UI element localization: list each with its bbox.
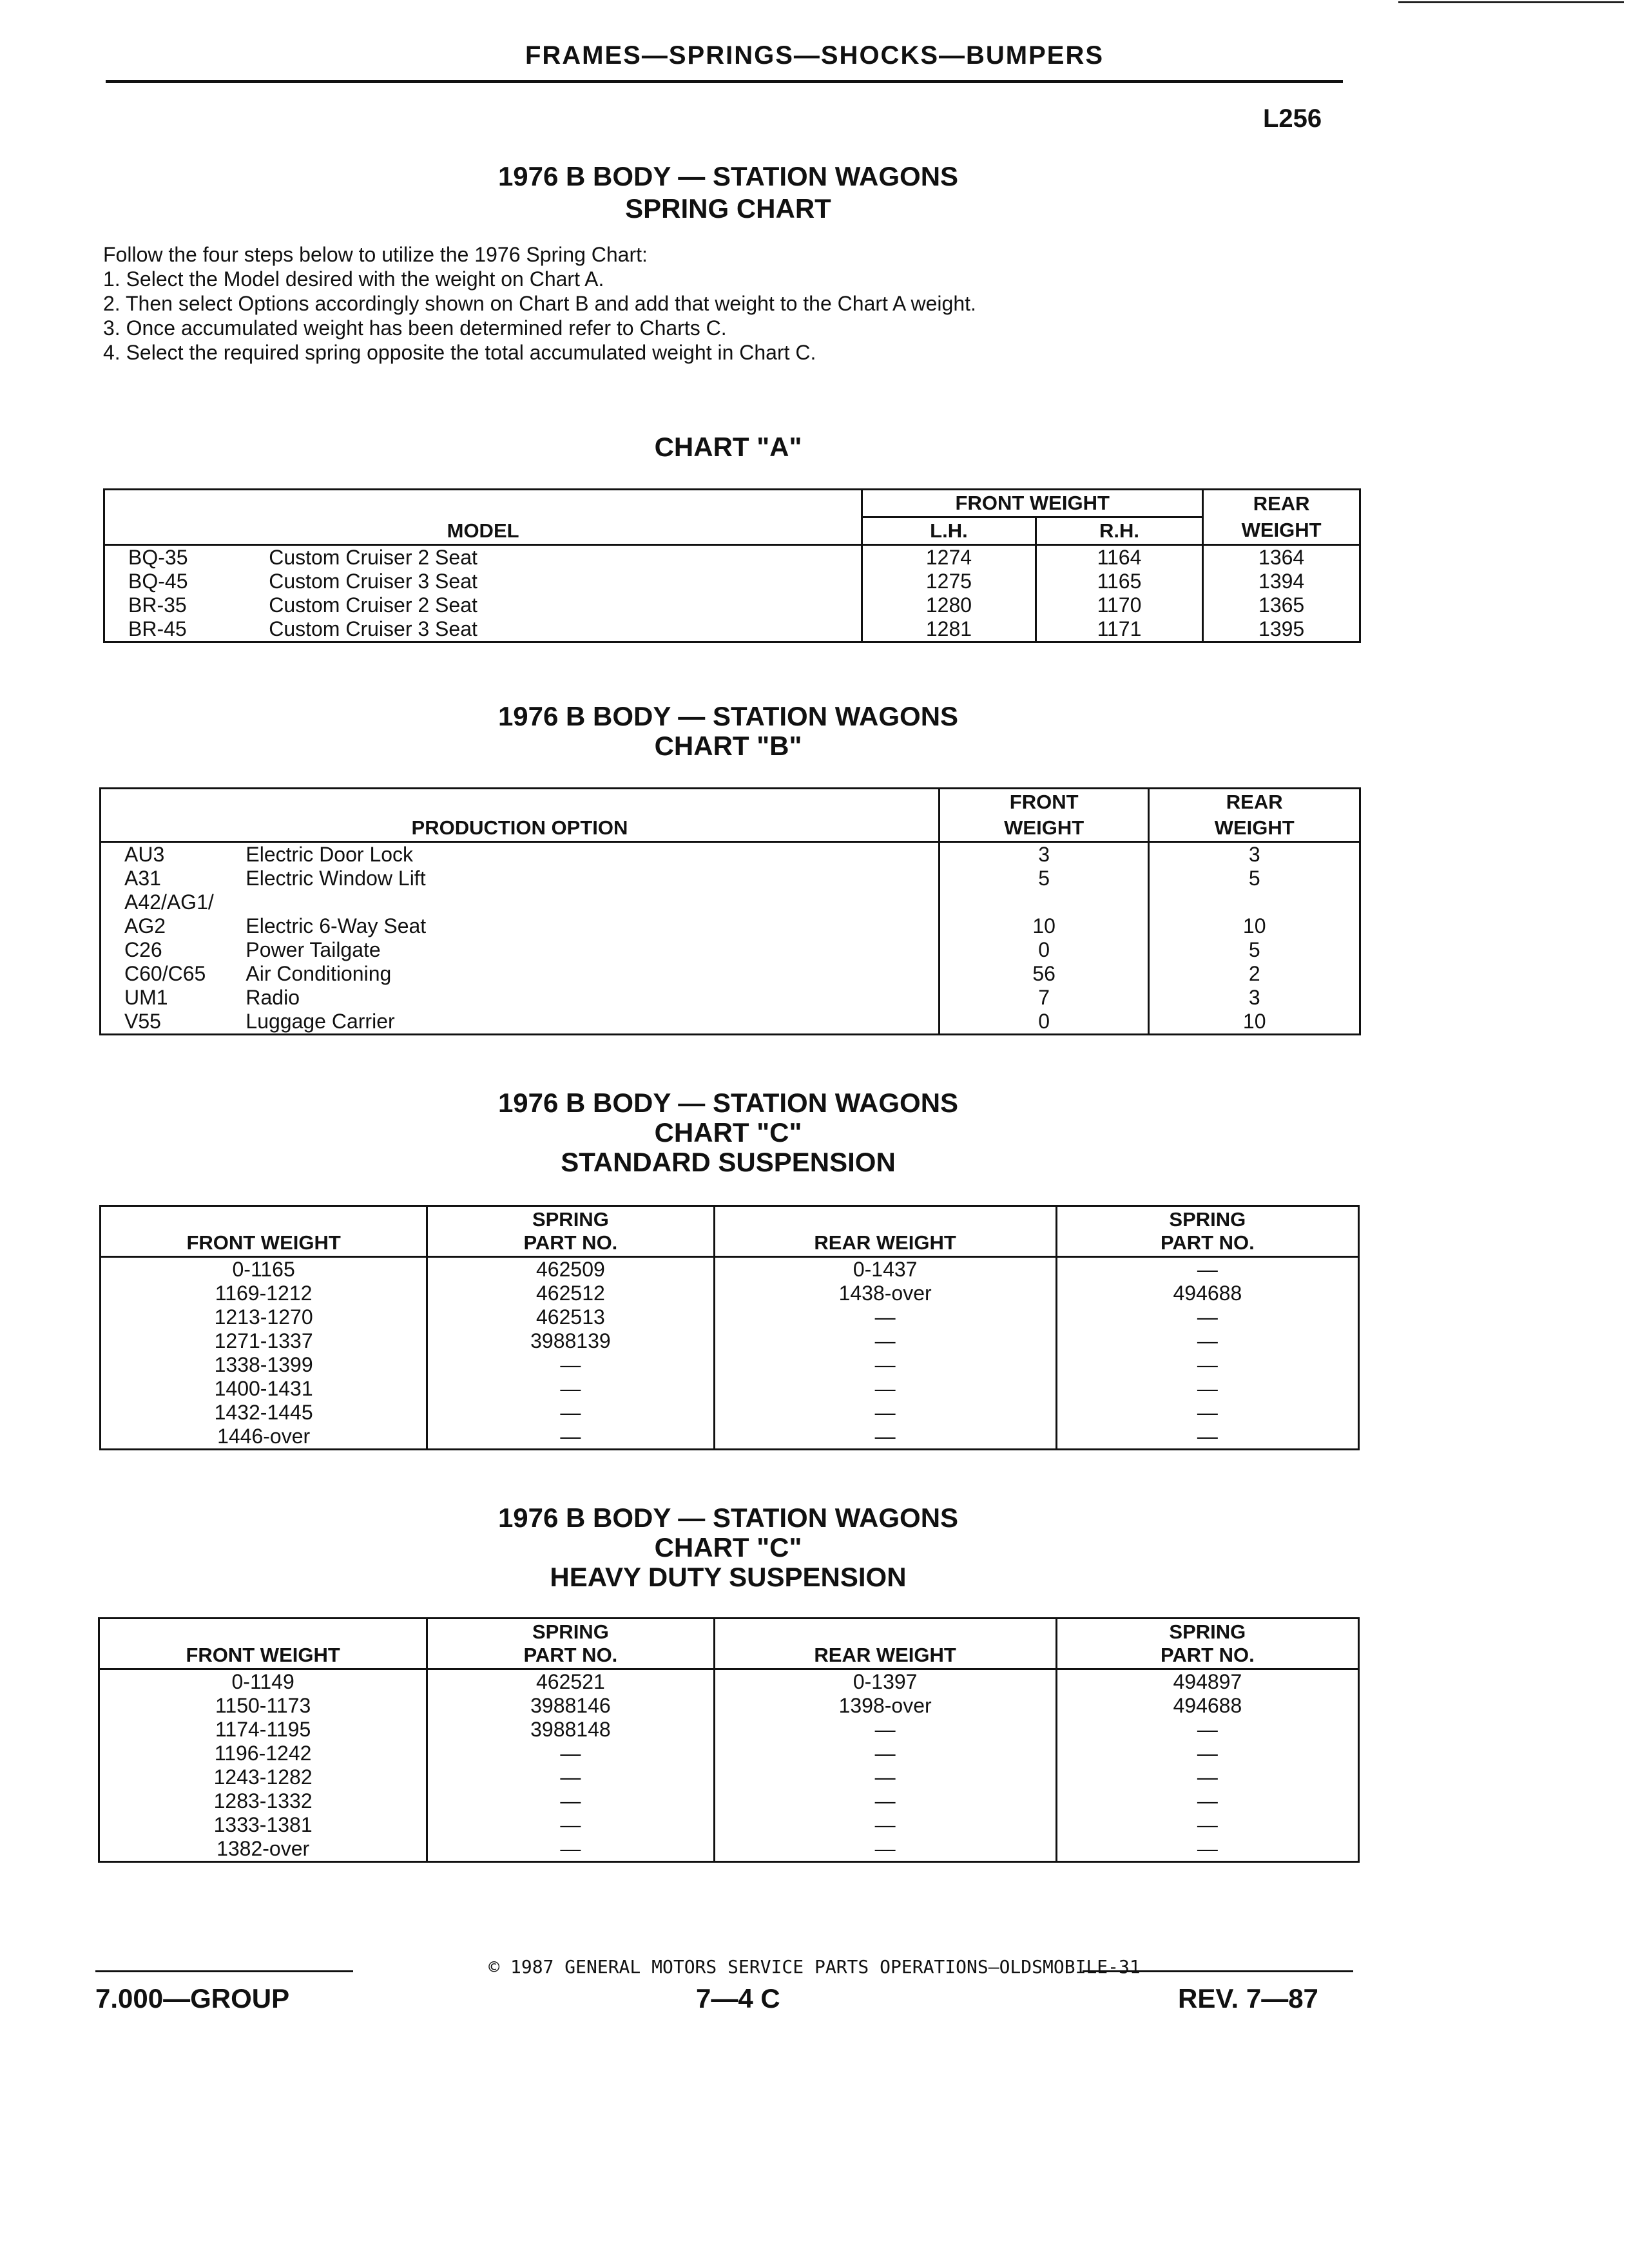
chart-b-option-header: PRODUCTION OPTION <box>411 816 628 839</box>
chart-b-front-header: FRONT <box>939 789 1149 816</box>
table-row: 1446-over — — — <box>101 1425 1359 1450</box>
chart-b-rear-header: REAR <box>1149 789 1360 816</box>
table-row: C26 Power Tailgate 0 5 <box>101 938 1360 962</box>
table-row: 1243-1282 — — — <box>99 1765 1359 1789</box>
table-row: V55 Luggage Carrier 0 10 <box>101 1010 1360 1035</box>
chart-c-std-table <box>99 1205 1360 1450</box>
table-row: 1432-1445 — — — <box>101 1401 1359 1425</box>
chart-c-hd-rear-spring-part-header: SPRING PART NO. <box>1056 1619 1358 1669</box>
table-row: AG2 Electric 6-Way Seat 10 10 <box>101 914 1360 938</box>
corner-rule <box>1398 1 1624 3</box>
chart-a-model-header: MODEL <box>447 519 519 542</box>
chart-c-hd-front-weight-header: FRONT WEIGHT <box>186 1644 340 1666</box>
chart-c-std-title-line2: CHART "C" <box>654 1117 802 1148</box>
table-row: BR-35 Custom Cruiser 2 Seat 1280 1170 1365 <box>104 593 1360 617</box>
instruction-line: 4. Select the required spring opposite the total accumulated weight in Chart C. <box>103 341 816 364</box>
chart-a-front-weight-header: FRONT WEIGHT <box>862 490 1203 517</box>
footer-copyright: © 1987 GENERAL MOTORS SERVICE PARTS OPERATIONS—OLDSMOBILE-31 <box>488 1956 1141 1977</box>
table-row: 1150-1173 3988146 1398-over 494688 <box>99 1694 1359 1718</box>
table-row: 1333-1381 — — — <box>99 1813 1359 1837</box>
chart-a-rear-header: REAR <box>1203 490 1360 517</box>
table-row: 1271-1337 3988139 — — <box>101 1329 1359 1353</box>
chart-a-lh-header: L.H. <box>862 517 1036 545</box>
section-header: FRAMES—SPRINGS—SHOCKS—BUMPERS <box>525 41 1104 70</box>
chart-c-hd-title-line3: HEAVY DUTY SUSPENSION <box>550 1562 907 1592</box>
chart-a-rear-weight-header: WEIGHT <box>1203 517 1360 545</box>
chart-b-table <box>99 787 1361 1035</box>
chart-c-std-rear-weight-header: REAR WEIGHT <box>714 1206 1056 1257</box>
chart-c-hd-title-line2: CHART "C" <box>654 1532 802 1562</box>
table-row: 1169-1212 462512 1438-over 494688 <box>101 1282 1359 1305</box>
footer-group: 7.000—GROUP <box>95 1983 290 2013</box>
chart-b-front-weight-header: WEIGHT <box>939 815 1149 842</box>
table-row: BR-45 Custom Cruiser 3 Seat 1281 1171 1395 <box>104 617 1360 642</box>
footer-page-number: 7—4 C <box>696 1983 780 2013</box>
chart-c-std-title-line3: STANDARD SUSPENSION <box>561 1147 896 1177</box>
table-row: A42/AG1/ <box>101 890 1360 914</box>
page-id: L256 <box>1263 104 1322 133</box>
footer-revision: REV. 7—87 <box>1178 1983 1318 2013</box>
main-title-line2: SPRING CHART <box>625 193 831 224</box>
table-row: 1213-1270 462513 — — <box>101 1305 1359 1329</box>
chart-c-hd-rear-weight-header: REAR WEIGHT <box>714 1619 1056 1669</box>
table-row: 1382-over — — — <box>99 1837 1359 1862</box>
table-row: BQ-45 Custom Cruiser 3 Seat 1275 1165 1394 <box>104 570 1360 593</box>
instruction-line: 3. Once accumulated weight has been determined refer to Charts C. <box>103 316 727 340</box>
table-row: AU3 Electric Door Lock 3 3 <box>101 842 1360 867</box>
table-row: 1400-1431 — — — <box>101 1377 1359 1401</box>
table-row: 0-1149 462521 0-1397 494897 <box>99 1669 1359 1695</box>
table-row: 1174-1195 3988148 — — <box>99 1718 1359 1742</box>
chart-c-hd-spring-part-header: SPRING PART NO. <box>427 1619 714 1669</box>
table-row: UM1 Radio 7 3 <box>101 986 1360 1010</box>
table-row: BQ-35 Custom Cruiser 2 Seat 1274 1164 1364 <box>104 545 1360 570</box>
chart-c-std-spring-part-header: SPRING PART NO. <box>427 1206 714 1257</box>
chart-b-title-line1: 1976 B BODY — STATION WAGONS <box>497 701 959 731</box>
table-row: 0-1165 462509 0-1437 — <box>101 1257 1359 1282</box>
chart-c-std-title-line1: 1976 B BODY — STATION WAGONS <box>497 1088 959 1118</box>
main-title-line1: 1976 B BODY — STATION WAGONS <box>497 161 959 191</box>
table-row: 1283-1332 — — — <box>99 1789 1359 1813</box>
instruction-line: Follow the four steps below to utilize the 1976 Spring Chart: <box>103 243 648 266</box>
table-row: A31 Electric Window Lift 5 5 <box>101 867 1360 890</box>
table-row: 1338-1399 — — — <box>101 1353 1359 1377</box>
chart-c-std-front-weight-header: FRONT WEIGHT <box>186 1231 341 1254</box>
chart-c-hd-table <box>98 1617 1360 1863</box>
header-rule <box>106 80 1343 83</box>
instruction-line: 2. Then select Options accordingly shown on Chart B and add that weight to the Chart A weight. <box>103 292 976 315</box>
chart-c-hd-title-line1: 1976 B BODY — STATION WAGONS <box>497 1503 959 1533</box>
chart-b-title-line2: CHART "B" <box>654 731 802 761</box>
chart-a-rh-header: R.H. <box>1036 517 1203 545</box>
table-row: C60/C65 Air Conditioning 56 2 <box>101 962 1360 986</box>
table-row: 1196-1242 — — — <box>99 1742 1359 1765</box>
instructions <box>103 242 976 365</box>
instruction-line: 1. Select the Model desired with the weight on Chart A. <box>103 267 604 291</box>
chart-a-title: CHART "A" <box>654 432 802 462</box>
chart-a-table <box>103 488 1361 643</box>
chart-c-std-rear-spring-part-header: SPRING PART NO. <box>1056 1206 1358 1257</box>
chart-b-rear-weight-header: WEIGHT <box>1149 815 1360 842</box>
